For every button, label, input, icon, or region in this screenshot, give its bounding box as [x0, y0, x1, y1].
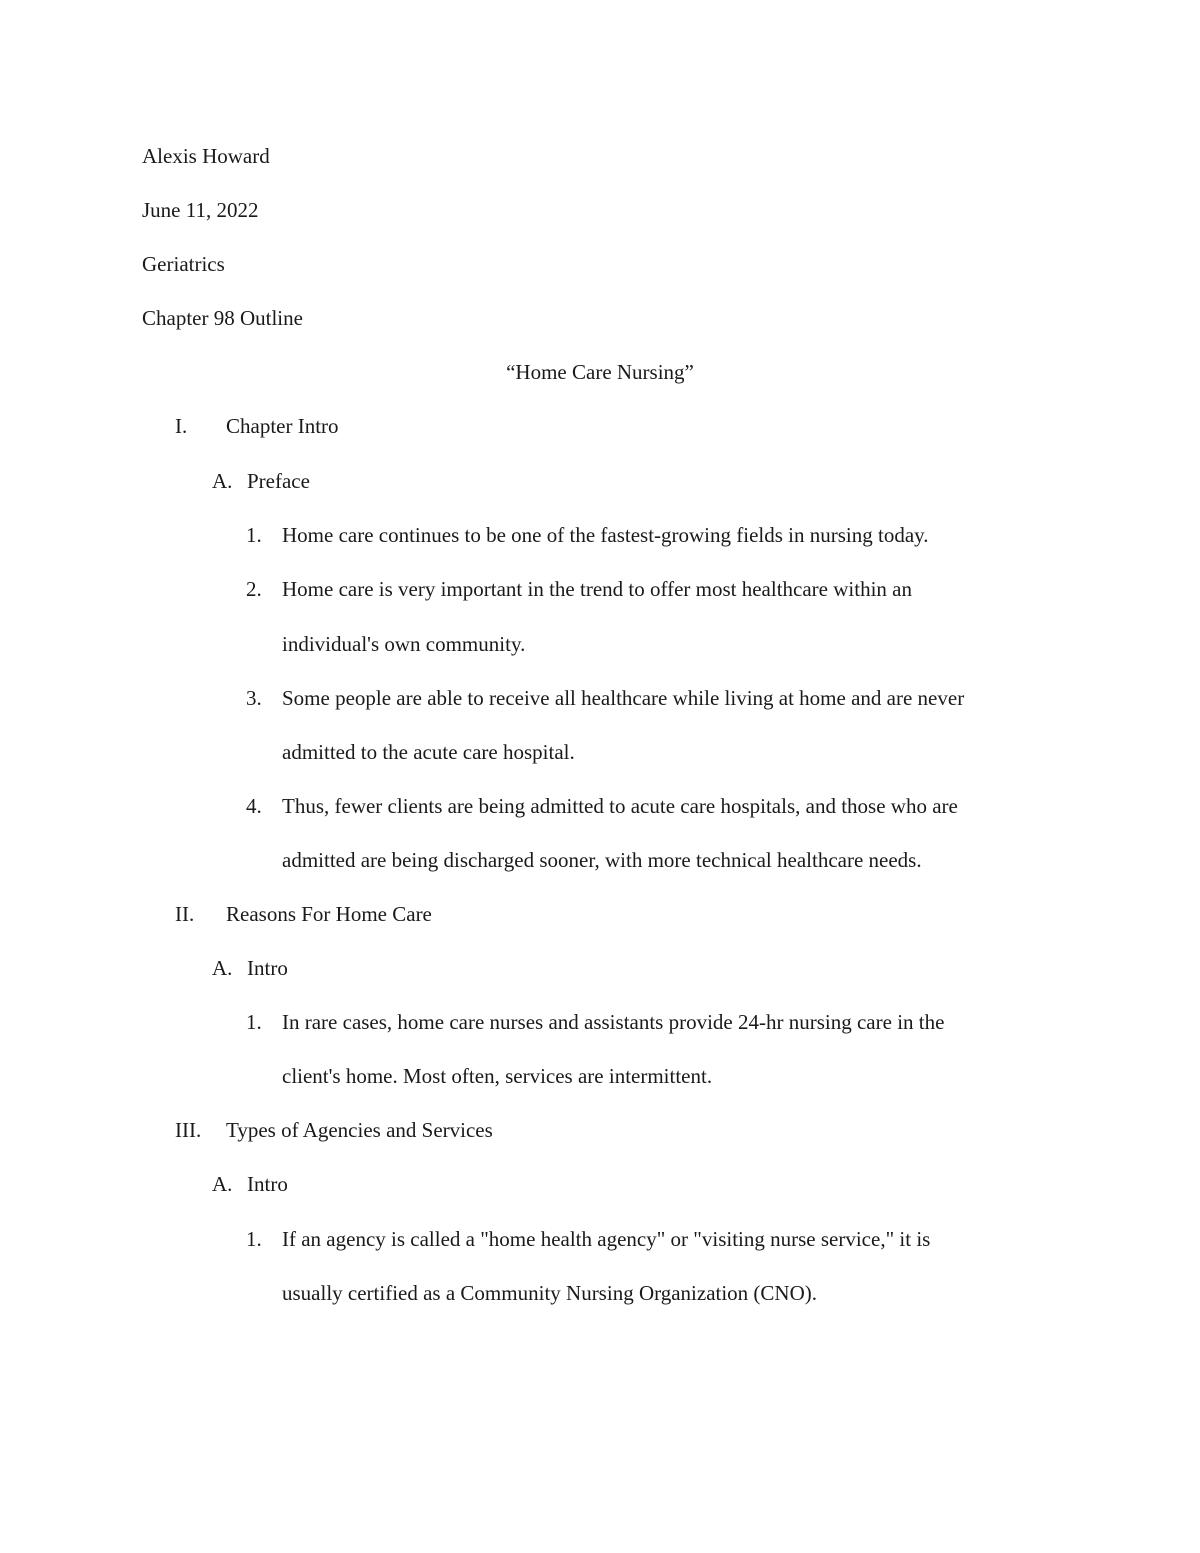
course-name: Geriatrics — [142, 252, 225, 276]
item-text-line: If an agency is called a "home health agency" or "visiting nurse service," it is — [282, 1227, 931, 1251]
subsection-letter: A. — [212, 469, 233, 493]
item-number: 3. — [246, 686, 262, 710]
item-number: 1. — [246, 1227, 262, 1251]
item-text-line: usually certified as a Community Nursing Organization (CNO). — [282, 1281, 818, 1305]
item-text-line: Home care is very important in the trend to offer most healthcare within an — [282, 577, 912, 601]
author-name: Alexis Howard — [142, 144, 270, 168]
item-text-line: admitted are being discharged sooner, with more technical healthcare needs. — [282, 848, 922, 872]
item-number: 1. — [246, 523, 262, 547]
item-number: 4. — [246, 794, 262, 818]
item-text-line: Some people are able to receive all healthcare while living at home and are never — [282, 686, 965, 710]
subsection-letter: A. — [212, 956, 233, 980]
item-text-line: admitted to the acute care hospital. — [282, 740, 575, 764]
item-text-line: In rare cases, home care nurses and assistants provide 24-hr nursing care in the — [282, 1010, 945, 1034]
subsection-heading: Intro — [247, 1172, 288, 1196]
subsection-heading: Preface — [247, 469, 310, 493]
document-date: June 11, 2022 — [142, 198, 259, 222]
item-number: 2. — [246, 577, 262, 601]
item-number: 1. — [246, 1010, 262, 1034]
subsection-heading: Intro — [247, 956, 288, 980]
item-text-line: individual's own community. — [282, 632, 526, 656]
item-text-line: Home care continues to be one of the fastest-growing fields in nursing today. — [282, 523, 929, 547]
subsection-letter: A. — [212, 1172, 233, 1196]
section-heading: Types of Agencies and Services — [226, 1118, 493, 1142]
section-numeral: I. — [175, 414, 188, 438]
section-numeral: III. — [175, 1118, 202, 1142]
document-title: “Home Care Nursing” — [506, 360, 694, 384]
section-numeral: II. — [175, 902, 195, 926]
item-text-line: client's home. Most often, services are intermittent. — [282, 1064, 713, 1088]
section-heading: Reasons For Home Care — [226, 902, 432, 926]
assignment-name: Chapter 98 Outline — [142, 306, 303, 330]
section-heading: Chapter Intro — [226, 414, 339, 438]
item-text-line: Thus, fewer clients are being admitted to acute care hospitals, and those who are — [282, 794, 958, 818]
